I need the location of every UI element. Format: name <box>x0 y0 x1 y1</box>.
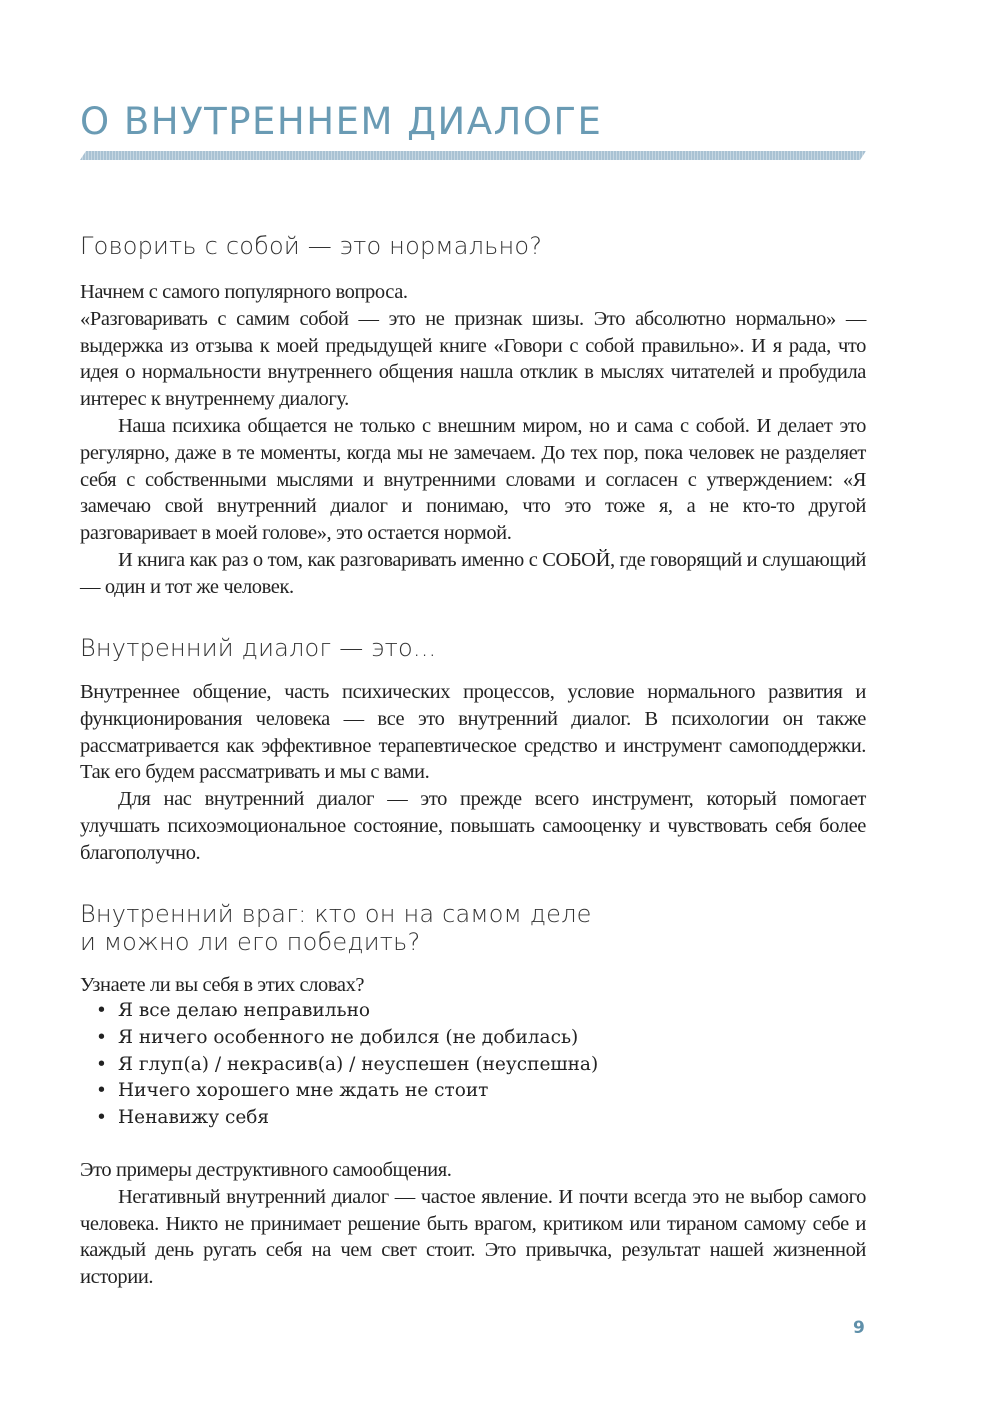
paragraph: Наша психика общается не только с внешним миром, но и сама с собой. И делает это регулярно, даже в те моменты, когда мы не замечаем. До тех пор, пока человек не разделяет себя с собственными мыслями и внутренними словами и согласен с утверждением: «Я замечаю свой внутренний диалог и понимаю, что это тоже я, а не кто-то другой разговаривает в моей голове», это остается нормой. <box>80 414 866 545</box>
heading-line: и можно ли его победить? <box>80 928 421 956</box>
paragraph: Негативный внутренний диалог — частое явление. И почти всегда это не выбор самого человека. Никто не принимает решение быть врагом, критиком или тираном самому себе и каждый день ругать себя на чем свет стоит. Это привычка, результат нашей жизненной истории. <box>80 1185 866 1289</box>
paragraph: Внутреннее общение, часть психических процессов, условие нормального развития и функционирования человека — все это внутренний диалог. В психологии он также рассматривается как эффективное терапевтическое средство и инструмент самоподдержки. Так его будем рассматривать и мы с вами. <box>80 681 866 784</box>
section-heading-inner-enemy <box>80 900 592 956</box>
bullet-icon: • <box>96 1080 107 1102</box>
section-heading-talking-to-self: Говорить с собой — это нормально? <box>80 232 543 260</box>
list-item: • Я глуп(а) / некрасив(а) / неуспешен (неуспешна) <box>96 1052 598 1079</box>
title-underline-decoration <box>80 151 866 160</box>
section-heading-inner-dialogue: Внутренний диалог — это... <box>80 634 437 662</box>
section-body-talking-to-self <box>80 279 866 601</box>
paragraph: «Разговаривать с самим собой — это не признак шизы. Это абсолютно нормально» — выдержка из отзыва к моей предыдущей книге «Говори с собой правильно». И я рада, что идея о нормальности внутреннего общения нашла отклик в мыслях читателей и пробудила интерес к внутреннему диалогу. <box>80 307 866 411</box>
paragraph: Это примеры деструктивного самообщения. <box>80 1159 452 1181</box>
chapter-title: О ВНУТРЕННЕМ ДИАЛОГЕ <box>80 100 603 143</box>
paragraph: Для нас внутренний диалог — это прежде всего инструмент, который помогает улучшать психоэмоциональное состояние, повышать самооценку и чувствовать себя более благополучно. <box>80 788 866 864</box>
paragraph: Узнаете ли вы себя в этих словах? <box>80 974 365 996</box>
bullet-icon: • <box>96 1026 107 1048</box>
list-item: • Ненавижу себя <box>96 1105 598 1132</box>
negative-thoughts-list <box>96 998 598 1132</box>
list-item: • Я ничего особенного не добился (не добилась) <box>96 1025 598 1052</box>
list-intro <box>80 972 866 999</box>
bullet-icon: • <box>96 1107 107 1129</box>
heading-line: Внутренний враг: кто он на самом деле <box>80 900 592 928</box>
list-item: • Ничего хорошего мне ждать не стоит <box>96 1078 598 1105</box>
bullet-icon: • <box>96 1000 107 1021</box>
section-body-inner-dialogue <box>80 679 866 867</box>
bullet-icon: • <box>96 1053 107 1075</box>
list-item: • Я все делаю неправильно <box>96 998 598 1025</box>
paragraph: И книга как раз о том, как разговаривать именно с СОБОЙ, где говорящий и слушающий — один и тот же человек. <box>80 548 866 598</box>
paragraph: Начнем с самого популярного вопроса. <box>80 281 408 303</box>
section-body-inner-enemy <box>80 1157 866 1291</box>
page-number: 9 <box>853 1318 865 1338</box>
